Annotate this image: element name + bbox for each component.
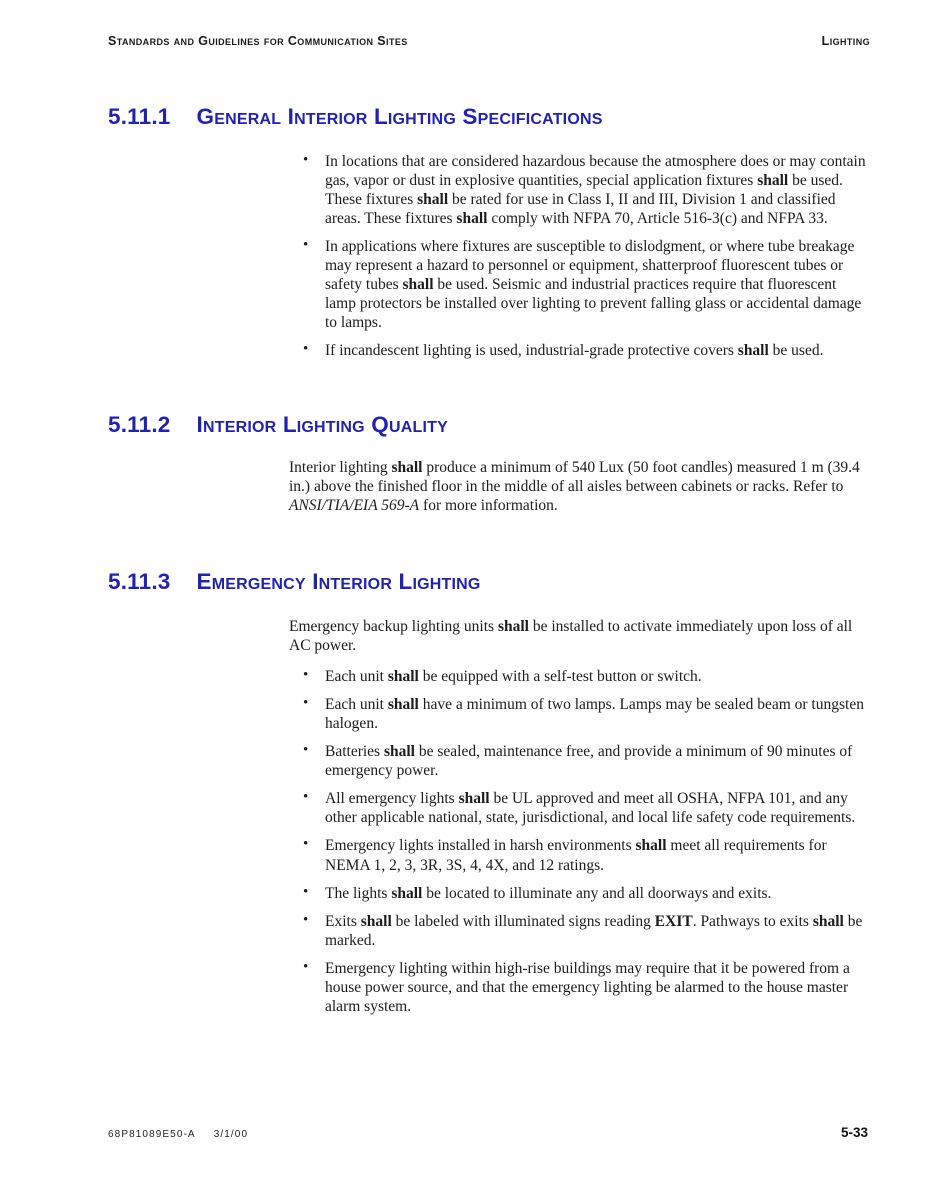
section-number: 5.11.2 — [108, 412, 171, 438]
section-heading — [108, 410, 668, 440]
bullet-item — [303, 789, 869, 827]
bullet-text: If incandescent lighting is used, industrial-grade protective covers shall be used. — [325, 342, 824, 360]
bullet-icon: • — [303, 695, 309, 712]
bullet-text: Emergency lights installed in harsh environments shall meet all requirements for NEMA 1, 2, 3, 3R, 3S, 4, 4X, and 12 ratings. — [325, 837, 827, 874]
bullet-icon: • — [303, 236, 309, 253]
section-body — [289, 617, 869, 1016]
footer-date: 3/1/00 — [213, 1129, 249, 1140]
bullet-text: Exits shall be labeled with illuminated signs reading EXIT. Pathways to exits shall be marked. — [325, 912, 863, 949]
section-heading — [108, 102, 668, 132]
section-body — [289, 458, 869, 515]
bullet-text: All emergency lights shall be UL approved and meet all OSHA, NFPA 101, and any other applicable national, state, jurisdictional, and local life safety code requirements. — [325, 790, 856, 827]
bullet-text: The lights shall be located to illuminate any and all doorways and exits. — [325, 884, 772, 902]
bullet-icon: • — [303, 789, 309, 806]
bullet-icon: • — [303, 911, 309, 928]
bullet-item — [303, 959, 869, 1016]
page-header — [108, 34, 870, 48]
bullet-item — [303, 341, 869, 360]
section-title: General Interior Lighting Specifications — [196, 104, 603, 129]
bullet-text: Each unit shall be equipped with a self-test button or switch. — [325, 668, 702, 685]
bullet-icon: • — [303, 836, 309, 853]
bullet-text: Batteries shall be sealed, maintenance free, and provide a minimum of 90 minutes of emergency power. — [325, 743, 853, 780]
bullet-item — [303, 237, 869, 332]
bullet-item — [303, 836, 869, 874]
bullet-list — [289, 152, 869, 361]
section-heading — [108, 567, 668, 597]
page-footer — [108, 1125, 868, 1140]
bullet-item — [303, 884, 869, 903]
section-interior-lighting-quality — [108, 410, 868, 515]
bullet-icon: • — [303, 958, 309, 975]
bullet-icon: • — [303, 151, 309, 168]
section-general-interior-lighting-specifications — [108, 102, 868, 360]
section-emergency-interior-lighting — [108, 567, 868, 1016]
footer-doc-number: 68P81089E50-A — [108, 1129, 196, 1140]
section-number: 5.11.1 — [108, 104, 171, 129]
bullet-icon: • — [303, 742, 309, 759]
bullet-item — [303, 742, 869, 780]
bullet-icon: • — [303, 667, 309, 683]
paragraph: Interior lighting shall produce a minimum of 540 Lux (50 foot candles) measured 1 m (39.4 in.) above the finished floor in the middle of all aisles between cabinets or racks. Refer to ANSI/TIA/EIA 569-A for more information. — [289, 459, 860, 515]
intro-paragraph: Emergency backup lighting units shall be installed to activate immediately upon loss of all AC power. — [289, 617, 853, 654]
bullet-item — [303, 667, 869, 686]
bullet-icon: • — [303, 883, 309, 900]
bullet-text: In applications where fixtures are susceptible to dislodgment, or where tube breakage may represent a hazard to personnel or equipment, shatterproof fluorescent tubes or safety tubes shall be used. Seismic and industrial practices require that fluorescent lamp protectors be installed over lighting to prevent falling glass or accidental damage to lamps. — [325, 237, 862, 332]
bullet-item — [303, 695, 869, 733]
footer-page-number: 5-33 — [840, 1125, 868, 1140]
section-body — [289, 152, 869, 361]
bullet-text: Emergency lighting within high-rise buildings may require that it be powered from a house power source, and that the emergency lighting be alarmed to the house master alarm system. — [325, 959, 850, 1015]
bullet-text: In locations that are considered hazardous because the atmosphere does or may contain gas, vapor or dust in explosive quantities, special application fixtures shall be used. These fixtures shall be rated for use in Class I, II and III, Division 1 and classified areas. These fixtures shall comply with NFPA 70, Article 516-3(c) and NFPA 33. — [325, 152, 866, 227]
bullet-list — [289, 667, 869, 1016]
bullet-item — [303, 912, 869, 950]
bullet-item — [303, 152, 869, 228]
section-title: Interior Lighting Quality — [196, 412, 448, 438]
section-title: Emergency Interior Lighting — [196, 569, 481, 595]
header-left-title: Standards and Guidelines for Communication Sites — [108, 34, 408, 48]
header-right-title: Lighting — [821, 34, 870, 48]
section-number: 5.11.3 — [108, 569, 171, 595]
bullet-icon: • — [303, 341, 309, 358]
bullet-text: Each unit shall have a minimum of two lamps. Lamps may be sealed beam or tungsten halogen. — [325, 696, 864, 733]
footer-left — [108, 1129, 248, 1140]
